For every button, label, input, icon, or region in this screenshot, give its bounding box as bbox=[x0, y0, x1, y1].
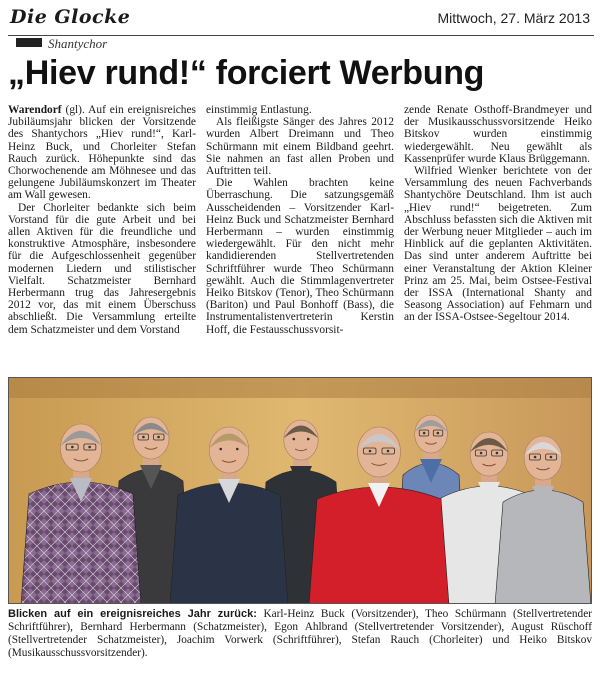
person-eye bbox=[550, 456, 553, 459]
masthead bbox=[8, 6, 594, 50]
dateline: Warendorf bbox=[8, 104, 62, 116]
person-eye bbox=[157, 436, 160, 439]
person-eye bbox=[437, 432, 440, 435]
person-eye bbox=[219, 448, 222, 451]
issue-date: Mittwoch, 27. März 2013 bbox=[437, 10, 590, 26]
person-eye bbox=[293, 438, 296, 441]
paragraph: Der Chorleiter bedankte sich beim Vorstand für die gute Arbeit und bei allen Aktiven für die freundliche und konstruktive Atmosphäre, insbesondere für die Aufgeschlossenheit gegenüber modernen Liedern und stilistischer Vielfalt. Schatzmeister Bernhard Herbermann trug das Jahresergebnis 2012 vor, das mit einem Überschuss abschließt. Die Versammlung erteilte dem Schatzmeister und dem Vorstand bbox=[8, 201, 196, 336]
paragraph: einstimmig Entlastung. bbox=[206, 104, 312, 116]
section-label: Shantychor bbox=[48, 36, 108, 51]
photo-caption bbox=[8, 608, 592, 660]
person-eye bbox=[534, 456, 537, 459]
group-photo bbox=[8, 377, 592, 604]
group-photo-illustration bbox=[9, 378, 592, 604]
person-eye bbox=[71, 446, 74, 449]
person-eye bbox=[387, 450, 390, 453]
paragraph: Warendorf (gl). Auf ein ereignisreiches Jubiläumsjahr blicken der Vorsitzende des Shantychors „Hiev rund!“, Karl-Heinz Buck, und Chorleiter Stefan Rauch zurück. Höhepunkte sind das Chorwochenende am Möhnesee und das gelungene Jubiläumskonzert im Theater am Wall gewesen. bbox=[8, 104, 196, 202]
newspaper-logo: Die Glocke bbox=[10, 6, 131, 28]
person-eye bbox=[369, 450, 372, 453]
person-eye bbox=[480, 452, 483, 455]
paragraph: Als fleißigste Sänger des Jahres 2012 wurden Albert Dreimann und Theo Schürmann mit einem Bildband geehrt. Sie nahmen an fast allen Proben und Auftritten teil. bbox=[206, 116, 394, 178]
paragraph: zende Renate Osthoff-Brandmeyer und der Musikausschussvorsitzende Heiko Bitskov wurden einstimmig wiedergewählt. Neu gewählt als Kassenprüfer wurde Klaus Brüggemann. bbox=[404, 104, 592, 165]
paragraph: Die Wahlen brachten keine Überraschung. Die satzungsgemäß Ausscheidenden – Vorsitzender Karl-Heinz Buck und Schatzmeister Bernhard Herbermann – wurden einstimmig wiedergewählt. Für den nicht mehr kandidierenden Stellvertretenden Schriftführer wurde Theo Schürmann gewählt. Auch die Stimmlagenvertreter Heiko Bitskov (Tenor), Theo Schürmann (Bariton) und Paul Bonhoff (Bass), die Instrumentalistenvertreterin Kerstin Hoff, die Festausschussvorsit- bbox=[206, 177, 394, 336]
person-eye bbox=[496, 452, 499, 455]
article-body bbox=[8, 104, 592, 372]
person-eye bbox=[88, 446, 91, 449]
article-column-3 bbox=[404, 104, 592, 372]
paragraph: Wilfried Wienker berichtete von der Versammlung des neuen Fachverbands Shantychöre Deutschland. Ihm ist auch „Hiev rund!“ beigetreten. Zum Abschluss befassten sich die Aktiven mit der Werbung neuer Mitglieder – auch im Hinblick auf die geplanten Aktivitäten. Das sind unter anderem Auftritte bei einer Veranstaltung der Aktion Kleiner Prinz am 25. Mai, beim Ostsee-Festival der ISSA (International Shanty and Seasong Association) auf Fehmarn und an der ISSA-Ostsee-Segeltour 2014. bbox=[404, 165, 592, 324]
person-eye bbox=[142, 436, 145, 439]
headline: „Hiev rund!“ forciert Werbung bbox=[8, 54, 485, 92]
person-eye bbox=[423, 432, 426, 435]
article-column-1 bbox=[8, 104, 196, 372]
person-eye bbox=[307, 438, 310, 441]
person-eye bbox=[236, 448, 239, 451]
caption-text: Karl-Heinz Buck (Vorsitzender), Theo Schürmann (Stellvertretender Schriftführer), Bernhard Herbermann (Schatzmeister), Egon Ahlbrand (Stellvertretender Vorsitzender), August Rüschoff (Stellvertretender Schatzmeister), Joachim Vorwerk (Schriftführer), Stefan Rauch (Chorleiter) und Heiko Bitskov (Musikausschussvorsitzender). bbox=[8, 608, 592, 659]
article-column-2 bbox=[206, 104, 394, 372]
caption-lead: Blicken auf ein ereignisreiches Jahr zurück: bbox=[8, 608, 257, 620]
section-marker bbox=[16, 38, 42, 47]
photo-ceiling-shadow bbox=[9, 378, 592, 398]
